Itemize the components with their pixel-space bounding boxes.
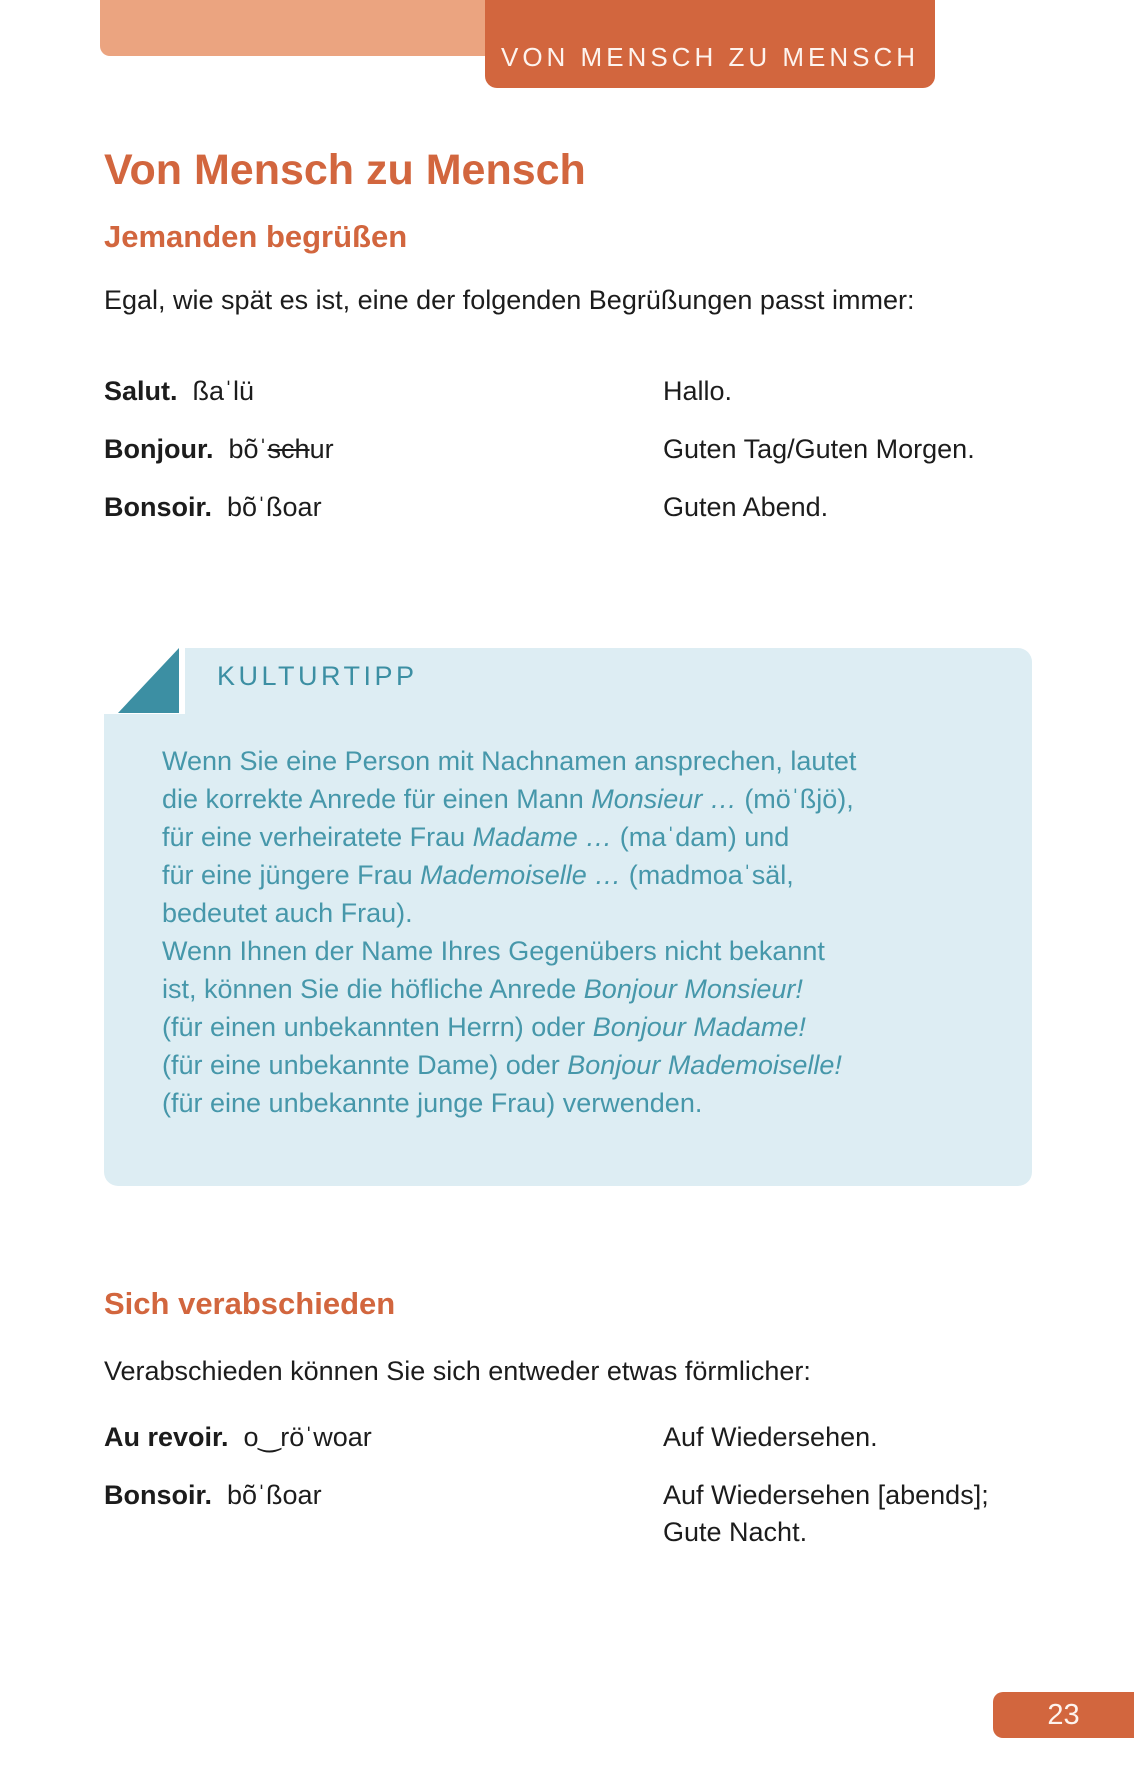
phrase-row <box>104 373 1032 410</box>
tip-line: die korrekte Anrede für einen Mann Monsieur … (möˈßjö), <box>162 784 854 814</box>
triangle-icon <box>118 648 179 713</box>
tip-line: (für einen unbekannten Herrn) oder Bonjour Madame! <box>162 1012 806 1042</box>
chapter-tab-label: VON MENSCH ZU MENSCH <box>500 42 919 72</box>
phrase-row <box>104 489 1032 526</box>
phrase-table-farewell <box>104 1419 1032 1572</box>
phrase-table-greet <box>104 373 1032 547</box>
phrase-french: Au revoir. <box>104 1422 229 1452</box>
chapter-tab <box>485 0 935 88</box>
phrase-row <box>104 1477 1032 1551</box>
tip-line: ist, können Sie die höfliche Anrede Bonjour Monsieur! <box>162 974 803 1004</box>
phrase-german: Guten Abend. <box>663 492 829 522</box>
phrase-left <box>104 373 663 410</box>
section-heading-farewell: Sich verabschieden <box>104 1286 396 1321</box>
phrase-pronunciation: ßaˈlü <box>192 376 255 406</box>
phrase-french: Salut. <box>104 376 178 406</box>
tip-line: Wenn Ihnen der Name Ihres Gegenübers nicht bekannt <box>162 936 825 966</box>
page-number: 23 <box>1047 1698 1080 1731</box>
phrase-left <box>104 431 663 468</box>
phrase-german: Guten Tag/Guten Morgen. <box>663 434 975 464</box>
tip-line: Wenn Sie eine Person mit Nachnamen ansprechen, lautet <box>162 746 857 776</box>
intro-farewell: Verabschieden können Sie sich entweder etwas förmlicher: <box>104 1356 811 1386</box>
phrase-left <box>104 1419 663 1456</box>
tip-line: bedeutet auch Frau). <box>162 898 413 928</box>
phrase-pronunciation: bõˈßoar <box>227 1480 322 1510</box>
phrase-german: Auf Wiedersehen [abends]; Gute Nacht. <box>663 1480 989 1547</box>
phrase-german: Auf Wiedersehen. <box>663 1422 878 1452</box>
section-heading-greet: Jemanden begrüßen <box>104 219 408 254</box>
page-number-badge <box>993 1692 1134 1738</box>
phrase-pronunciation: o‿röˈwoar <box>243 1422 372 1452</box>
phrase-french: Bonsoir. <box>104 1480 213 1510</box>
phrase-left <box>104 489 663 526</box>
phrase-row <box>104 1419 1032 1456</box>
kulturtipp-label: KULTURTIPP <box>217 661 418 691</box>
phrase-french: Bonjour. <box>104 434 214 464</box>
tip-line: (für eine unbekannte junge Frau) verwenden. <box>162 1088 703 1118</box>
phrase-german: Hallo. <box>663 376 733 406</box>
phrase-row <box>104 431 1032 468</box>
phrase-pronunciation: bõˈßoar <box>227 492 322 522</box>
phrase-french: Bonsoir. <box>104 492 213 522</box>
kulturtipp-box <box>104 648 1032 1186</box>
tip-line: für eine verheiratete Frau Madame … (maˈdam) und <box>162 822 790 852</box>
page-title: Von Mensch zu Mensch <box>104 146 586 194</box>
phrase-pronunciation: bõˈschur <box>228 434 334 464</box>
tip-line: für eine jüngere Frau Mademoiselle … (madmoaˈsäl, <box>162 860 794 890</box>
intro-greet: Egal, wie spät es ist, eine der folgenden Begrüßungen passt immer: <box>104 285 915 315</box>
tip-line: (für eine unbekannte Dame) oder Bonjour Mademoiselle! <box>162 1050 842 1080</box>
phrase-left <box>104 1477 663 1551</box>
kulturtipp-text <box>162 742 856 1122</box>
